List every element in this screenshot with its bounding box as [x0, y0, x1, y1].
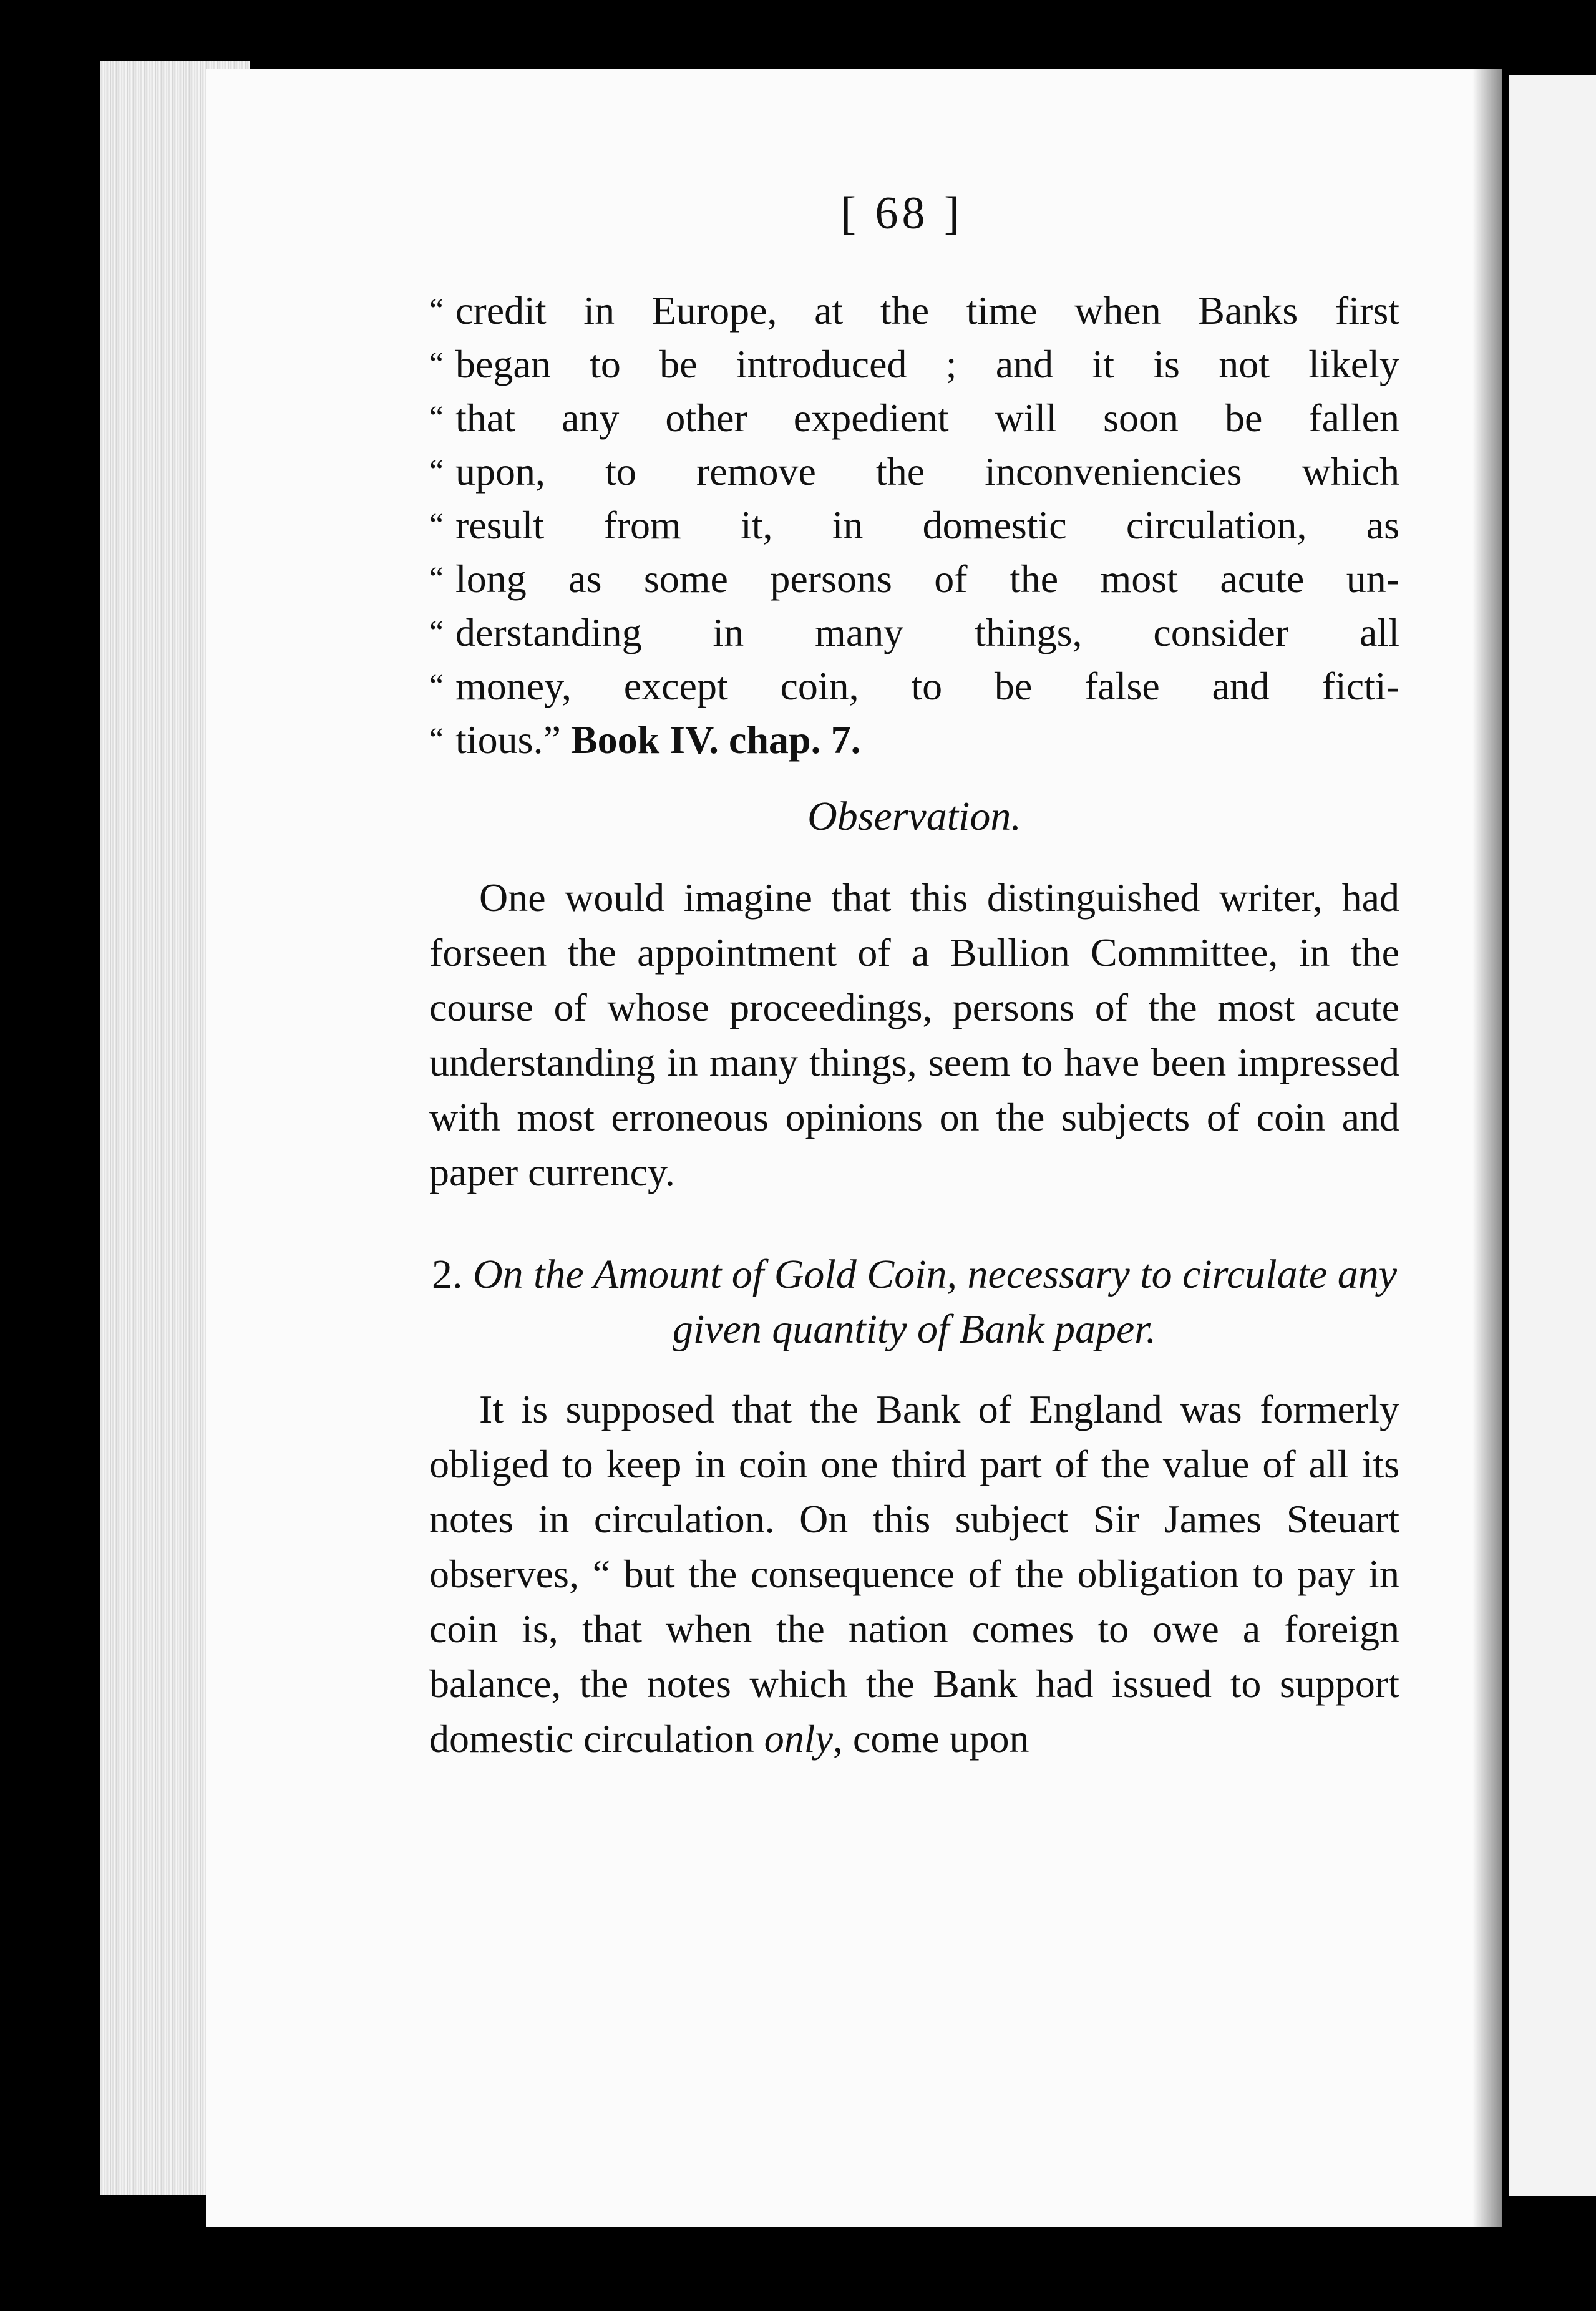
quote-mark: “ [429, 507, 444, 543]
facing-page-edge [1509, 75, 1596, 2196]
page-number: [ 68 ] [840, 188, 963, 239]
quote-line: “ began to be introduced ; and it is not likely [429, 338, 1399, 391]
observation-heading: Observation. [807, 794, 1021, 839]
quote-mark: “ [429, 561, 444, 596]
quote-mark: “ [429, 293, 444, 328]
quote-line: “ result from it, in domestic circulation, as [429, 499, 1399, 552]
quote-mark: “ [429, 454, 444, 489]
section-title: On the Amount of Gold Coin, necessary to circulate any given quantity of Bank paper. [472, 1252, 1398, 1352]
quote-line: “ credit in Europe, at the time when Banks first [429, 284, 1399, 338]
quote-line: “ derstanding in many things, consider all [429, 606, 1399, 659]
quote-mark: “ [429, 400, 444, 435]
emphasis: only [764, 1716, 833, 1761]
section-number: 2. [431, 1252, 463, 1297]
citation: Book IV. chap. 7. [570, 718, 861, 762]
section-heading [417, 1247, 1412, 1357]
gutter-shadow [1472, 69, 1509, 2227]
quote-line: “ that any other expedient will soon be fallen [429, 391, 1399, 445]
quote-mark: “ [429, 722, 444, 757]
quote-line: “ upon, to remove the inconveniencies which [429, 445, 1399, 499]
quote-mark: “ [429, 668, 444, 704]
quote-line: “ tious.” Book IV. chap. 7. [429, 713, 1399, 767]
quote-mark: “ [429, 346, 444, 382]
body-paragraph: It is supposed that the Bank of England was formerly obliged to keep in coin one third part of the value of all its notes in circulation. On this subject Sir James Steuart observes, “ but the consequence of the obligation to pay in coin is, that when the nation comes to owe a foreign balance, the notes which the Bank had issued to support domestic circulation only, come upon [429, 1387, 1399, 1761]
quote-mark: “ [429, 615, 444, 650]
page-content [429, 187, 1399, 1766]
quote-line: “ long as some persons of the most acute un- [429, 552, 1399, 606]
quote-line: “ money, except coin, to be false and ficti- [429, 659, 1399, 713]
quotation-block [429, 284, 1399, 767]
observation-paragraph: One would imagine that this distinguished writer, had forseen the appointment of a Bullion Committee, in the course of whose proceedings, persons of the most acute understanding in many things, seem to have been impressed with most erroneous opinions on the subjects of coin and paper currency. [429, 875, 1399, 1194]
